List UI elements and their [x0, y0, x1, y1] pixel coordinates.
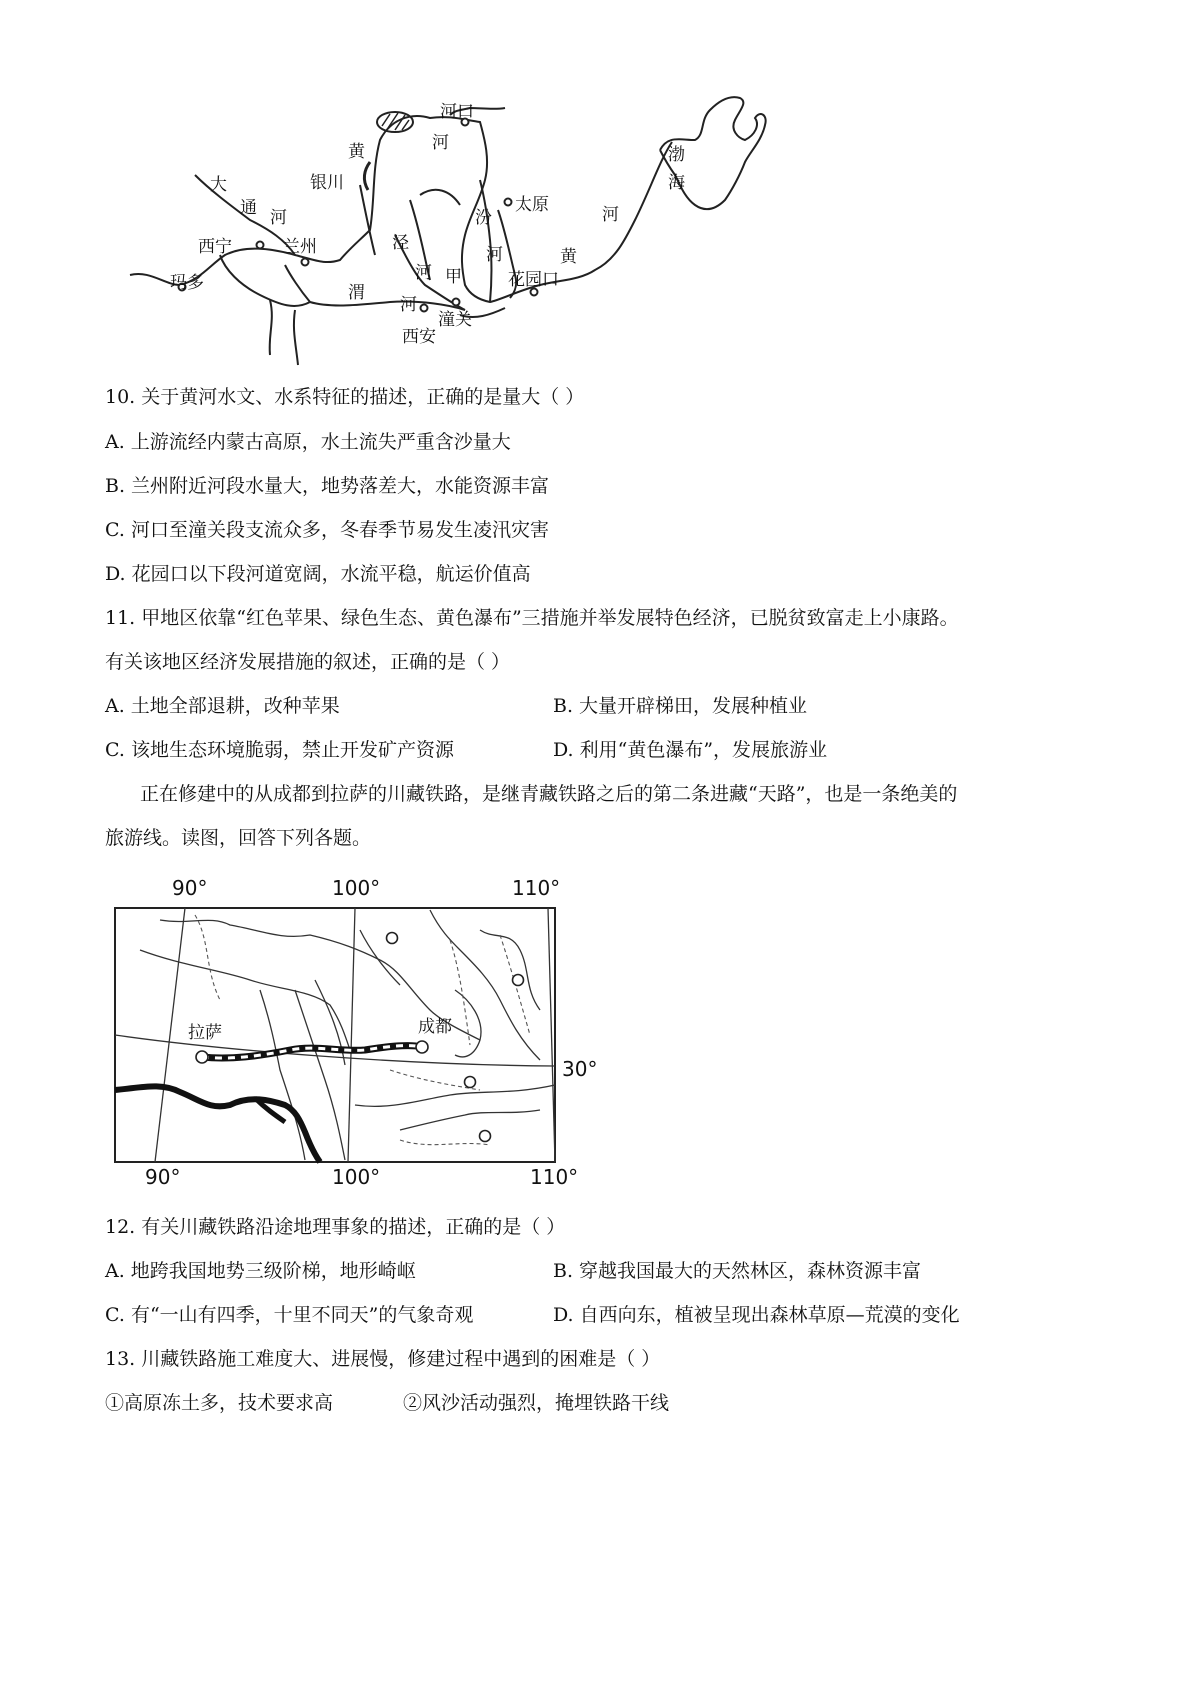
label-he-datong: 河 [270, 208, 287, 228]
label-huang-2: 黄 [560, 247, 577, 267]
map2-bottom-label-110: 110° [530, 1165, 579, 1189]
label-huang: 黄 [348, 142, 365, 162]
label-he-right: 河 [602, 205, 619, 225]
q11-option-b: B. 大量开辟梯田，发展种植业 [553, 695, 808, 717]
label-huayuankou: 花园口 [508, 270, 559, 290]
label-he-jing: 河 [415, 263, 432, 283]
q10-stem: 10. 关于黄河水文、水系特征的描述，正确的是量大（ ） [105, 386, 585, 408]
label-xining: 西宁 [198, 237, 232, 257]
q10-option-b: B. 兰州附近河段水量大，地势落差大，水能资源丰富 [105, 475, 550, 497]
map2-bottom-label-90: 90° [145, 1165, 181, 1189]
label-tong: 通 [240, 198, 257, 218]
passage-line2: 旅游线。读图，回答下列各题。 [105, 827, 372, 849]
passage-line1: 正在修建中的从成都到拉萨的川藏铁路，是继青藏铁路之后的第二条进藏“天路”，也是一条绝美的 [140, 783, 958, 805]
q11-option-d: D. 利用“黄色瀑布”，发展旅游业 [553, 739, 828, 761]
label-chengdu: 成都 [418, 1017, 452, 1037]
label-wei: 渭 [348, 283, 365, 303]
q13-item-2: ②风沙活动强烈，掩埋铁路干线 [403, 1392, 670, 1414]
q12-stem: 12. 有关川藏铁路沿途地理事象的描述，正确的是（ ） [105, 1216, 566, 1238]
q12-option-d: D. 自西向东，植被呈现出森林草原—荒漠的变化 [553, 1304, 960, 1326]
q11-stem-line2: 有关该地区经济发展措施的叙述，正确的是（ ） [105, 651, 511, 673]
label-tongguan: 潼关 [438, 310, 472, 330]
map2-lat-label-30: 30° [562, 1057, 598, 1081]
q11-option-c: C. 该地生态环境脆弱，禁止开发矿产资源 [105, 739, 454, 761]
map2-bottom-label-100: 100° [332, 1165, 381, 1189]
q10-option-d: D. 花园口以下段河道宽阔，水流平稳，航运价值高 [105, 563, 531, 585]
map2-top-label-90: 90° [172, 876, 208, 900]
q11-option-a: A. 土地全部退耕，改种苹果 [105, 695, 340, 717]
label-fen: 汾 [475, 208, 492, 228]
label-taiyuan: 太原 [515, 195, 549, 215]
q10-option-c: C. 河口至潼关段支流众多，冬春季节易发生凌汛灾害 [105, 519, 549, 541]
label-maduo: 玛多 [170, 273, 204, 293]
sichuan-tibet-railway-map [100, 870, 620, 1200]
lhasa-marker [196, 1051, 208, 1063]
label-he-wei: 河 [400, 295, 417, 315]
label-bohai-hai: 海 [668, 173, 685, 193]
label-xian: 西安 [402, 327, 436, 347]
label-he: 河 [432, 133, 449, 153]
label-jing: 泾 [392, 233, 409, 253]
q12-option-a: A. 地跨我国地势三级阶梯，地形崎岖 [105, 1260, 416, 1282]
q12-option-b: B. 穿越我国最大的天然林区，森林资源丰富 [553, 1260, 922, 1282]
yellow-river-mainstream [130, 116, 672, 302]
label-bohai-bo: 渤 [668, 145, 685, 165]
chengdu-marker [416, 1041, 428, 1053]
label-jia: 甲 [445, 267, 462, 287]
map2-top-label-100: 100° [332, 876, 381, 900]
q11-stem-line1: 11. 甲地区依靠“红色苹果、绿色生态、黄色瀑布”三措施并举发展特色经济，已脱贫致富走上小康路。 [105, 607, 959, 629]
yellow-river-map [120, 80, 840, 410]
label-hekou: 河口 [440, 102, 474, 122]
q13-stem: 13. 川藏铁路施工难度大、进展慢，修建过程中遇到的困难是（ ） [105, 1348, 661, 1370]
label-yinchuan: 银川 [310, 173, 344, 193]
q13-item-1: ①高原冻土多，技术要求高 [105, 1392, 334, 1414]
map2-top-label-110: 110° [512, 876, 561, 900]
q12-option-c: C. 有“一山有四季，十里不同天”的气象奇观 [105, 1304, 474, 1326]
q10-option-a: A. 上游流经内蒙古高原，水土流失严重含沙量大 [105, 431, 511, 453]
label-da: 大 [210, 175, 227, 195]
label-lanzhou: 兰州 [283, 237, 317, 257]
label-he-fen: 河 [486, 245, 503, 265]
label-lhasa: 拉萨 [188, 1023, 222, 1043]
